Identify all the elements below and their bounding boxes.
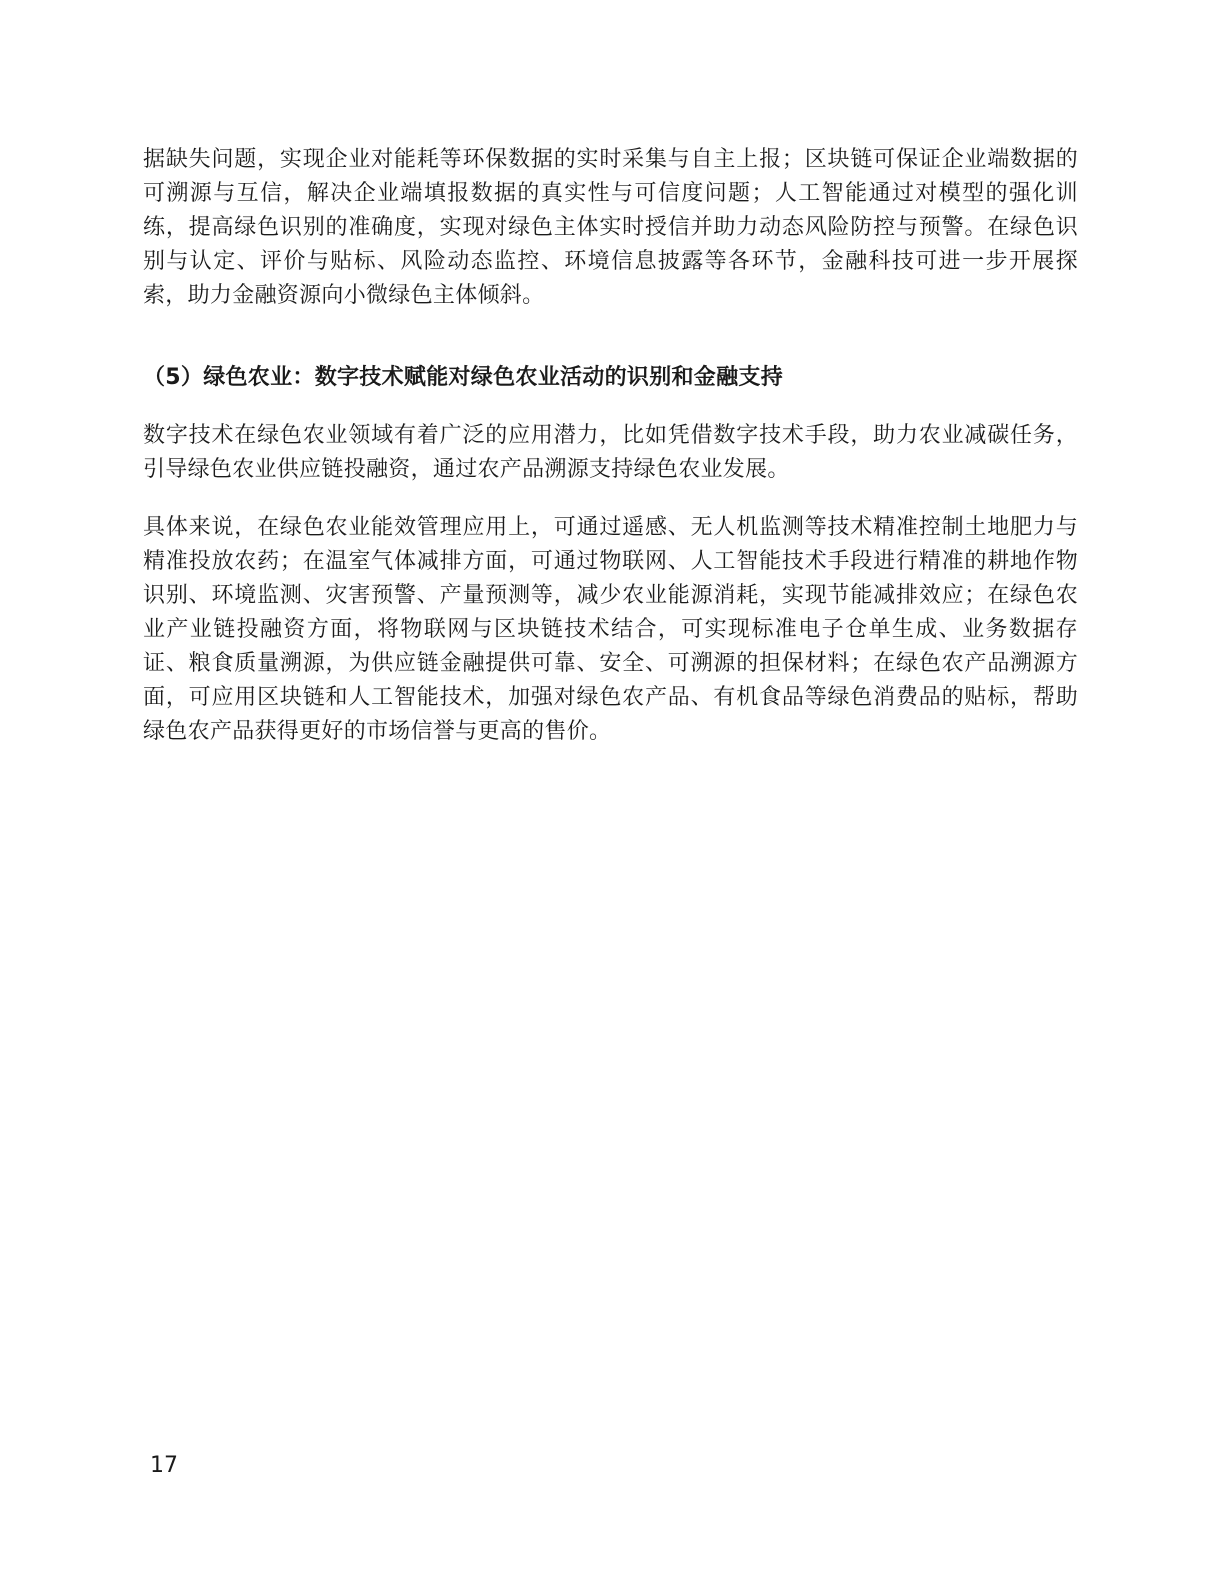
page-content [143,143,1078,749]
detail-paragraph: 具体来说，在绿色农业能效管理应用上，可通过遥感、无人机监测等技术精准控制土地肥力与精准投放农药；在温室气体减排方面，可通过物联网、人工智能技术手段进行精准的耕地作物识别、环境监测、灾害预警、产量预测等，减少农业能源消耗，实现节能减排效应；在绿色农业产业链投融资方面，将物联网与区块链技术结合，可实现标准电子仓单生成、业务数据存证、粮食质量溯源，为供应链金融提供可靠、安全、可溯源的担保材料；在绿色农产品溯源方面，可应用区块链和人工智能技术，加强对绿色农产品、有机食品等绿色消费品的贴标，帮助绿色农产品获得更好的市场信誉与更高的售价。 [143,515,1078,744]
intro-paragraph: 据缺失问题，实现企业对能耗等环保数据的实时采集与自主上报；区块链可保证企业端数据的可溯源与互信，解决企业端填报数据的真实性与可信度问题；人工智能通过对模型的强化训练，提高绿色识别的准确度，实现对绿色主体实时授信并助力动态风险防控与预警。在绿色识别与认定、评价与贴标、风险动态监控、环境信息披露等各环节，金融科技可进一步开展探索，助力金融资源向小微绿色主体倾斜。 [143,147,1078,308]
section-heading: （5）绿色农业：数字技术赋能对绿色农业活动的识别和金融支持 [143,365,784,390]
lead-paragraph: 数字技术在绿色农业领域有着广泛的应用潜力，比如凭借数字技术手段，助力农业减碳任务，引导绿色农业供应链投融资，通过农产品溯源支持绿色农业发展。 [143,423,1078,482]
page-number: 17 [150,1453,178,1478]
